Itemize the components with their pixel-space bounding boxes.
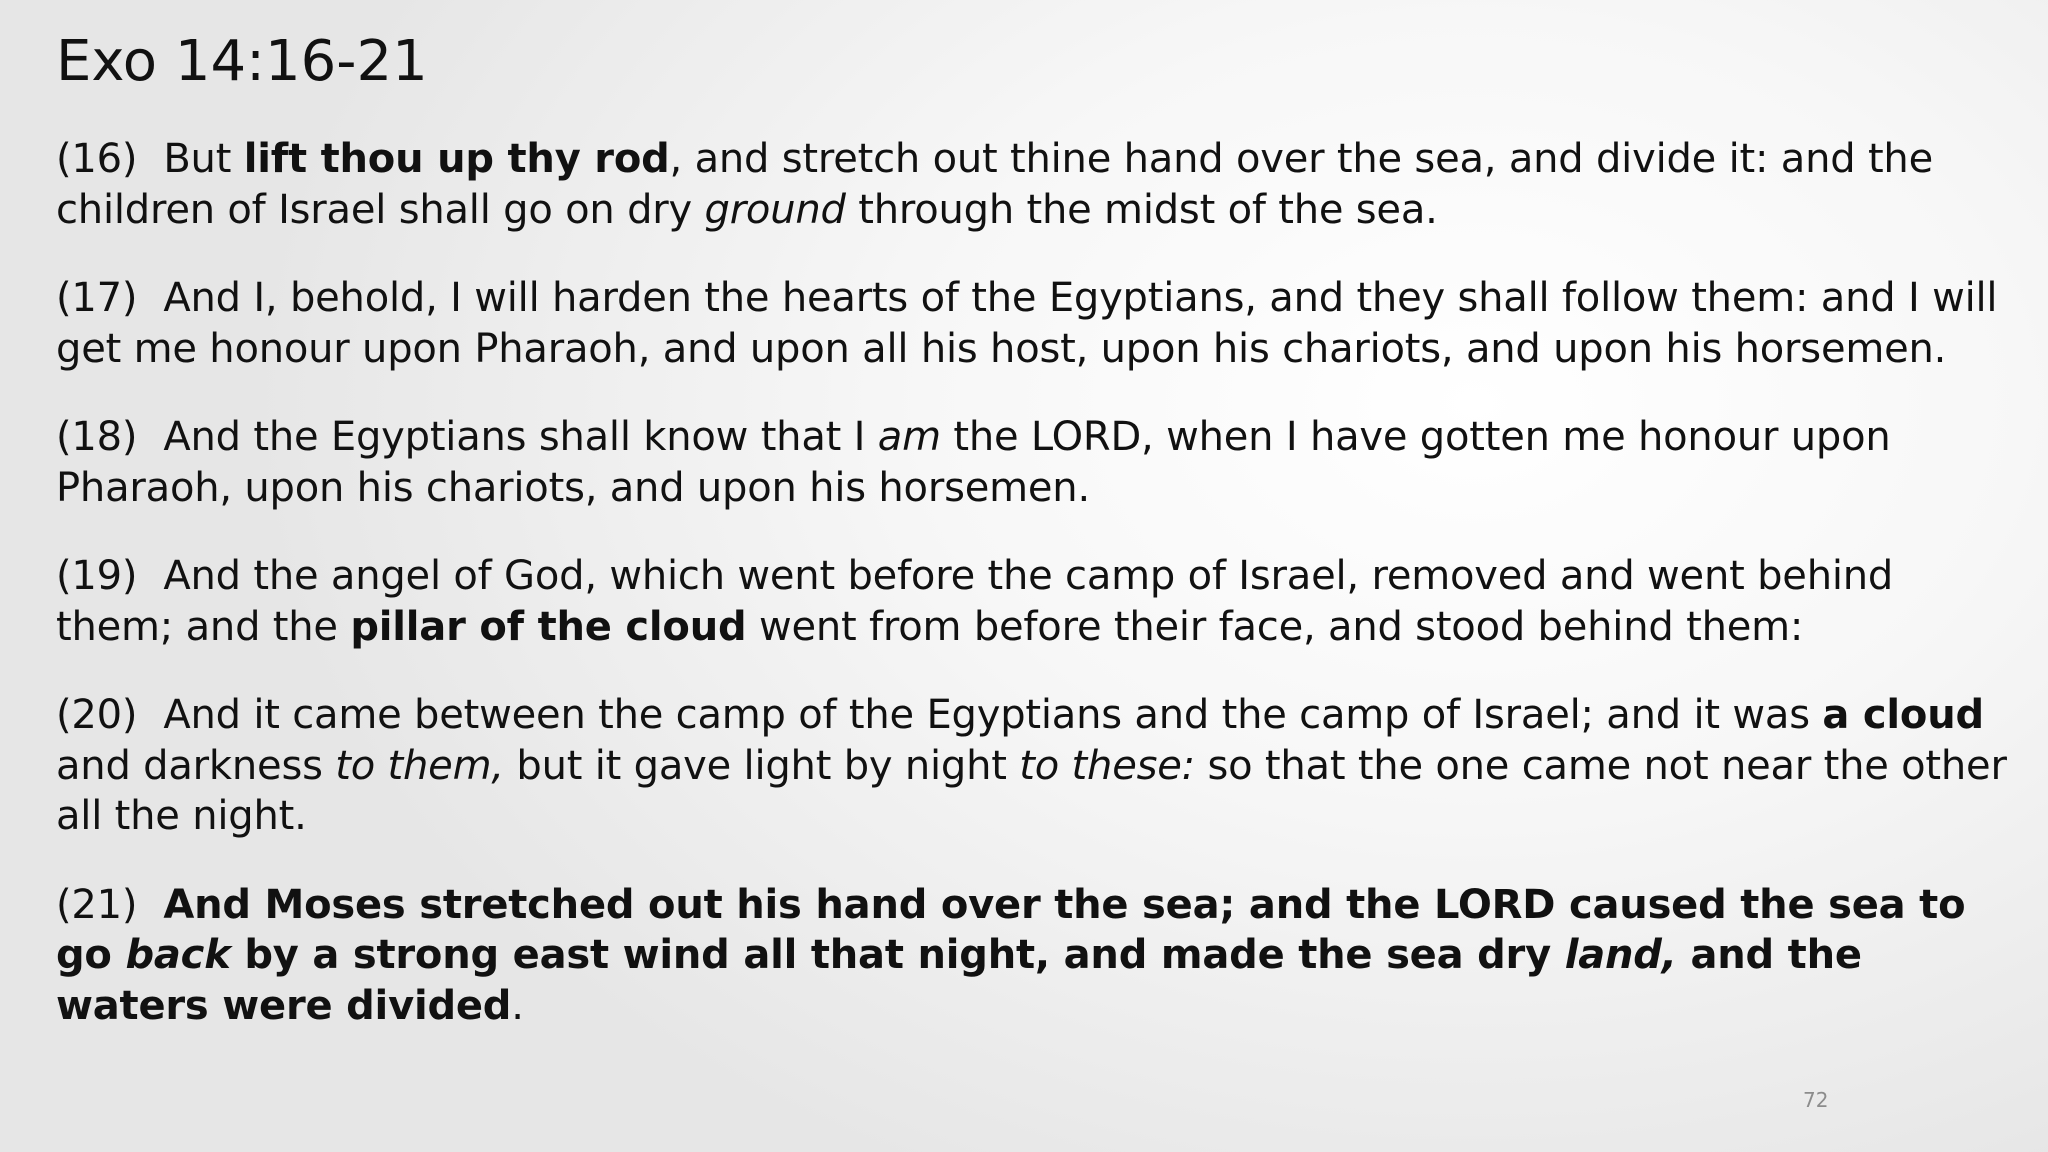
verse-text-segment: lift thou up thy rod: [243, 136, 670, 182]
verse-text-segment: pillar of the cloud: [350, 603, 747, 650]
verse-text-segment: back: [125, 932, 231, 978]
verse-list: [56, 134, 2016, 1069]
verse-text-segment: .: [511, 982, 524, 1029]
slide-title: Exo 14:16-21: [56, 29, 428, 94]
verse-text-segment: by a strong east wind all that night, and made the sea dry: [230, 932, 1565, 978]
verse-text-segment: and darkness: [56, 742, 336, 789]
verse-text-segment: but it gave light by night: [503, 742, 1020, 789]
verse-paragraph: [56, 880, 2016, 1032]
verse-text-segment: And the Egyptians shall know that I: [163, 414, 878, 460]
verse-paragraph: [56, 273, 2016, 374]
verse-number: (20): [56, 692, 138, 738]
verse-paragraph: [56, 690, 2016, 842]
verse-text-segment: , and stretch out thine hand over the sea, and divide it: and the children of Israel shall go on dry: [56, 136, 1933, 233]
page-number: 72: [1803, 1088, 1829, 1112]
verse-text-segment: to these:: [1019, 742, 1195, 789]
verse-text-segment: land,: [1564, 932, 1677, 978]
verse-text-segment: And Moses stretched out his hand over the sea; and the LORD caused the sea to go: [56, 881, 1966, 978]
verse-text-segment: a cloud: [1822, 692, 1984, 738]
verse-number: (16): [56, 136, 138, 182]
verse-text-segment: am: [877, 414, 941, 460]
verse-text-segment: ground: [704, 186, 846, 233]
verse-number: (17): [56, 275, 138, 321]
verse-text-segment: And it came between the camp of the Egyptians and the camp of Israel; and it was: [163, 692, 1823, 738]
verse-text-segment: so that the one came not near the other all the night.: [56, 742, 2007, 839]
verse-number: (18): [56, 414, 138, 460]
verse-text-segment: But: [163, 136, 244, 182]
verse-text-segment: went from before their face, and stood behind them:: [746, 603, 1804, 650]
verse-paragraph: [56, 412, 2016, 513]
verse-number: (19): [56, 553, 138, 599]
verse-text-segment: and the waters were divided: [56, 932, 1862, 1029]
verse-text-segment: And the angel of God, which went before the camp of Israel, removed and went behind them; and the: [56, 553, 1894, 650]
verse-number: (21): [56, 881, 138, 928]
verse-text-segment: the LORD, when I have gotten me honour upon Pharaoh, upon his chariots, and upon his horsemen.: [56, 414, 1891, 511]
verse-text-segment: to them,: [335, 742, 504, 789]
verse-text-segment: through the midst of the sea.: [845, 186, 1438, 233]
verse-paragraph: [56, 134, 2016, 235]
verse-paragraph: [56, 551, 2016, 652]
verse-text-segment: And I, behold, I will harden the hearts of the Egyptians, and they shall follow them: and I will get me honour upon Pharaoh, and upon all his host, upon his chariots, and upon his horsemen.: [56, 275, 1998, 372]
